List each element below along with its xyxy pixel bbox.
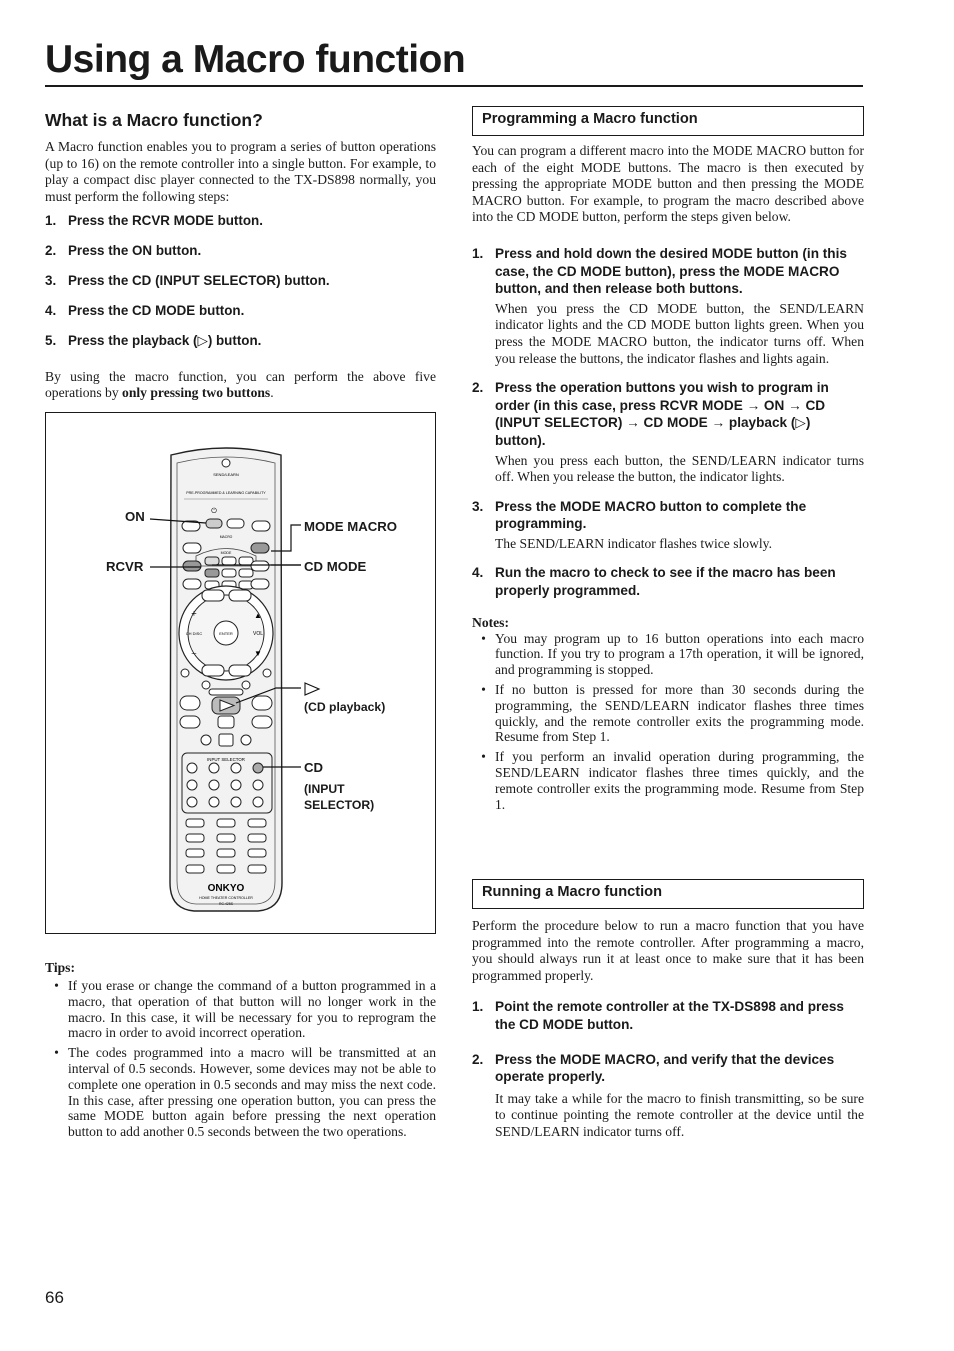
step-item [45, 212, 436, 230]
step-number: 2. [472, 380, 484, 396]
svg-text:▼: ▼ [254, 649, 262, 658]
arrow-icon: → [626, 415, 640, 431]
right-column [472, 106, 864, 816]
step-title: Press and hold down the desired MODE button (in this case, the CD MODE button), press the MODE MACRO button, and then release both buttons. [495, 245, 847, 297]
step-text: Press the ON button. [68, 243, 202, 259]
step-title-part: ON [760, 397, 789, 413]
tip-text: The codes programmed into a macro will be transmitted at an interval of 0.5 seconds. However, some devices may not be able to complete one operation in 0.5 seconds and may miss the next code. In this case, after pressing one operation button, you can press the same MODE button again before pressing the next operation button to add another 0.5 seconds between the two operations. [68, 1045, 436, 1140]
step-title-part: playback ( [725, 415, 796, 431]
step-description: It may take a while for the macro to finish transmitting, so be sure to continue pointing the remote controller at the device until the SEND/LEARN indicator turns off. [495, 1090, 864, 1139]
tip-text: If you erase or change the command of a button programmed in a macro, that operation of that button will no longer work in the macro. In this case, it will be necessary for you to reprogram the macro in order to avoid incorrect operation. [68, 978, 436, 1041]
arrow-icon: → [746, 397, 761, 413]
running-section [472, 879, 864, 1141]
intro-paragraph: A Macro function enables you to program a series of button operations (up to 16) on the remote controller into a single button. For example, to play a compact disc player connected to the TX-DS898 normally, you must perform the following steps: [45, 139, 436, 204]
step-item [45, 302, 436, 320]
step-title: Run the macro to check to see if the macro has been properly programmed. [495, 565, 836, 599]
bullet-icon: • [54, 1045, 59, 1061]
playback-symbol: ▷ [197, 333, 208, 349]
running-step-2 [472, 1051, 864, 1141]
label-cd-mode: CD MODE [304, 559, 367, 574]
step-title: Press the MODE MACRO button to complete the programming. [495, 498, 807, 532]
step-text-part: ) button. [207, 333, 262, 349]
bullet-icon: • [481, 682, 486, 698]
running-intro: Perform the procedure below to run a macro function that you have programmed into the remote controller. After programming a macro, you should always run it at least once to make sure that it has been programmed properly. [472, 918, 864, 983]
summary-text: By using the macro function, you can perform the above five operations by [45, 368, 436, 401]
step-title: Point the remote controller at the TX-DS898 and press the CD MODE button. [495, 999, 844, 1032]
step-item [45, 242, 436, 260]
note-item [472, 682, 864, 745]
label-rcvr: RCVR [106, 559, 144, 574]
remote-figure [45, 412, 436, 934]
step-title: Press the MODE MACRO, and verify that the devices operate properly. [495, 1051, 835, 1085]
tip-item [45, 1045, 436, 1140]
notes-heading: Notes: [472, 614, 509, 630]
arrow-icon: → [788, 397, 802, 413]
tip-item [45, 978, 436, 1041]
running-step-1 [472, 998, 864, 1033]
remote-enter-text: ENTER [219, 631, 233, 636]
step-number: 2. [45, 243, 57, 259]
step-text-part: Press the playback ( [68, 333, 198, 349]
summary-text: . [270, 385, 274, 401]
programming-heading: Programming a Macro function [472, 106, 864, 136]
svg-text:+: + [191, 609, 197, 620]
remote-macro-text: MACRO [219, 535, 233, 539]
step-title-part: CD (INPUT SELECTOR) [495, 397, 826, 431]
programming-step-2 [472, 379, 864, 486]
svg-text:▲: ▲ [254, 611, 262, 620]
label-mode-macro: MODE MACRO [304, 519, 398, 534]
remote-model-text: HOME THEATER CONTROLLER [199, 896, 253, 900]
remote-mode-text: MODE [220, 551, 232, 555]
left-column [45, 110, 436, 402]
tips-section [45, 960, 436, 1144]
step-number: 4. [45, 303, 57, 319]
note-item [472, 631, 864, 678]
summary-emphasis: only pressing two buttons [122, 385, 271, 401]
label-cd-playback: (CD playback) [304, 700, 386, 714]
step-number: 3. [472, 498, 484, 514]
section-heading-what-is: What is a Macro function? [45, 110, 263, 130]
remote-ch-disc-text: CH DISC [185, 631, 203, 636]
bullet-icon: • [481, 749, 486, 765]
step-description: The SEND/LEARN indicator flashes twice slowly. [495, 535, 772, 551]
step-number: 1. [45, 213, 57, 229]
note-item [472, 749, 864, 812]
step-title-part: Press the operation buttons you wish to program in order (in this case, press RCVR MODE [495, 380, 829, 413]
step-item [45, 332, 436, 350]
playback-icon [305, 683, 319, 695]
step-number: 3. [45, 273, 57, 289]
remote-capability-text: PRE-PROGRAMMED & LEARNING CAPABILITY [186, 491, 266, 495]
programming-step-4 [472, 564, 864, 599]
note-text: If no button is pressed for more than 30 seconds during the programming, the SEND/LEARN indicator flashes three times quickly, and the remote controller exits the programming mode. Resume from Step 1. [495, 682, 864, 745]
summary-paragraph [45, 369, 436, 402]
note-text: If you perform an invalid operation during programming, the SEND/LEARN indicator flashes three times quickly, and the remote controller exits the programming mode. Resume from Step 1. [495, 749, 864, 812]
step-number: 5. [45, 333, 57, 349]
label-on: ON [125, 509, 145, 524]
title-rule [45, 85, 863, 87]
arrow-icon: → [711, 415, 726, 431]
programming-step-1 [472, 245, 864, 367]
playback-symbol: ▷ [795, 415, 806, 431]
step-title-part: CD MODE [639, 415, 712, 431]
step-number: 1. [472, 245, 484, 261]
step-text [68, 332, 436, 350]
label-input-selector-2: SELECTOR) [304, 798, 375, 812]
tips-heading: Tips: [45, 960, 75, 975]
tips-list [45, 978, 436, 1140]
step-description: When you press the CD MODE button, the SEND/LEARN indicator lights and the CD MODE button lights green. When you press the MODE MACRO button, the indicator turns off. When you release the buttons, the indicator flashes and lights again. [495, 300, 864, 366]
running-heading: Running a Macro function [472, 879, 864, 909]
remote-brand-logo: ONKYO [207, 883, 245, 894]
label-input-selector-1: (INPUT [304, 782, 345, 796]
programming-intro: You can program a different macro into the MODE MACRO button for each of the eight MODE buttons. The macro is then executed by pressing the appropriate MODE button and then pressing the MODE MACRO button. For example, to program the macro described above into the CD MODE button, perform the steps given below. [472, 143, 864, 225]
remote-send-learn-text: SEND/LEARN [213, 472, 239, 477]
bullet-icon: • [54, 978, 59, 993]
step-number: 2. [472, 1051, 484, 1067]
step-description: When you press each button, the SEND/LEARN indicator turns off. When you release the button, the indicator lights. [495, 452, 864, 485]
step-text: Press the RCVR MODE button. [68, 213, 263, 229]
step-item [45, 272, 436, 290]
step-number: 4. [472, 565, 484, 581]
page-number: 66 [45, 1288, 64, 1307]
step-title-part: ) button). [495, 415, 811, 448]
remote-control-illustration [46, 413, 435, 933]
programming-step-3 [472, 498, 864, 553]
step-list [45, 212, 436, 350]
remote-input-selector-text: INPUT SELECTOR [207, 757, 245, 762]
note-text: You may program up to 16 button operations into each macro function. If you try to program a 17th operation, it will be ignored, and programming is stopped. [495, 630, 864, 678]
remote-model-code: RC-425S [219, 902, 233, 906]
step-title [495, 379, 864, 449]
step-text: Press the CD MODE button. [68, 303, 245, 319]
bullet-icon: • [481, 630, 486, 646]
svg-text:−: − [191, 649, 197, 660]
step-text: Press the CD (INPUT SELECTOR) button. [68, 273, 330, 289]
step-number: 1. [472, 999, 484, 1015]
remote-vol-text: VOL [252, 631, 264, 637]
notes-list [472, 631, 864, 813]
svg-text:⏻: ⏻ [211, 507, 217, 515]
page-title: Using a Macro function [45, 38, 466, 81]
label-cd: CD [304, 760, 324, 775]
